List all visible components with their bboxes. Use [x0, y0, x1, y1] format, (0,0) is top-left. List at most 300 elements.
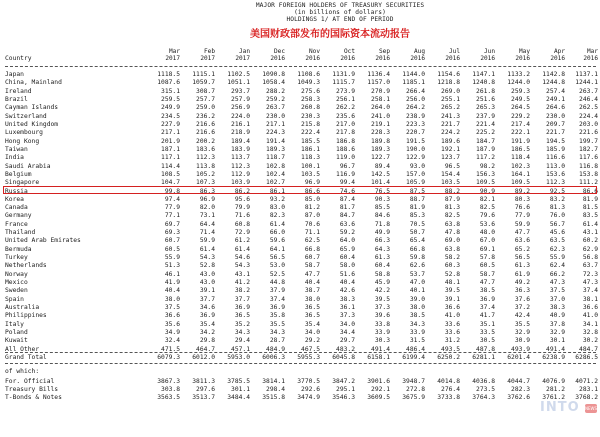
- table-cell: 87.5: [409, 187, 425, 195]
- column-month: Apr: [553, 48, 565, 55]
- table-cell: 76.5: [374, 187, 390, 195]
- table-cell: 215.8: [301, 120, 320, 128]
- table-cell: 282.3: [511, 385, 530, 393]
- table-cell: 77.1: [164, 212, 180, 220]
- table-cell: 1240.8: [472, 79, 495, 87]
- table-cell: 1185.1: [402, 79, 425, 87]
- table-cell: 30.9: [514, 337, 530, 345]
- table-cell: 61.4: [199, 245, 215, 253]
- table-cell: 6199.4: [402, 353, 425, 361]
- table-cell: 37.7: [199, 295, 215, 303]
- table-cell: 264.0: [371, 104, 390, 112]
- table-cell: 153.6: [546, 170, 565, 178]
- table-cell: 118.7: [266, 154, 285, 162]
- table-cell: 87.9: [444, 195, 460, 203]
- table-cell: 33.5: [479, 328, 495, 336]
- table-cell: 70.6: [304, 220, 320, 228]
- table-cell: 109.5: [476, 179, 495, 187]
- table-cell: 37.9: [269, 287, 285, 295]
- table-cell: 92.5: [549, 187, 565, 195]
- watermark: INTO: [540, 400, 580, 415]
- table-cell: 38.7: [304, 287, 320, 295]
- table-cell: 99.4: [339, 179, 355, 187]
- table-cell: 56.8: [582, 254, 598, 261]
- table-cell: 43.1: [234, 270, 250, 278]
- table-cell: 3847.2: [332, 377, 355, 385]
- table-cell: 31.5: [409, 337, 425, 345]
- column-year: 2017: [235, 55, 250, 62]
- table-cell: 483.2: [336, 345, 355, 353]
- table-cell: 36.9: [269, 304, 285, 311]
- country-name: Brazil: [5, 96, 28, 103]
- table-cell: 37.3: [374, 304, 390, 311]
- table-cell: 72.3: [582, 270, 598, 278]
- table-cell: 45.6: [549, 229, 565, 237]
- table-cell: 1144.0: [402, 71, 425, 78]
- table-cell: 265.2: [441, 104, 460, 112]
- table-cell: 64.4: [199, 220, 215, 228]
- table-cell: 52.8: [199, 262, 215, 270]
- of-which-label: of which:: [5, 368, 40, 376]
- table-cell: 71.1: [304, 229, 320, 237]
- table-cell: 34.1: [582, 320, 598, 328]
- table-cell: 39.1: [444, 295, 460, 303]
- table-cell: 98.2: [479, 162, 495, 170]
- column-year: 2016: [375, 55, 390, 62]
- table-cell: 28.7: [269, 337, 285, 345]
- table-cell: 117.2: [476, 154, 495, 162]
- table-cell: 40.4: [164, 287, 180, 295]
- table-cell: 237.9: [476, 112, 495, 120]
- country-column-header: Country: [5, 55, 32, 62]
- report-period: HOLDINGS 1/ AT END OF PERIOD: [286, 16, 394, 23]
- table-cell: 35.6: [164, 320, 180, 328]
- table-cell: 60.5: [479, 262, 495, 270]
- table-cell: 41.9: [164, 279, 180, 286]
- column-month: Jan: [238, 48, 250, 55]
- table-cell: 47.3: [549, 279, 565, 286]
- table-cell: 484.7: [579, 345, 598, 353]
- table-cell: 257.7: [196, 96, 215, 103]
- table-cell: 69.0: [444, 237, 460, 245]
- table-cell: 30.5: [479, 337, 495, 345]
- country-name: United Kingdom: [5, 120, 59, 128]
- table-cell: 101.4: [371, 179, 390, 187]
- column-header: [280, 48, 320, 62]
- table-cell: 37.4: [582, 287, 598, 295]
- table-cell: 66.8: [304, 245, 320, 253]
- table-cell: 59.6: [269, 237, 285, 245]
- table-cell: 35.4: [199, 320, 215, 328]
- country-name: T-Bonds & Notes: [5, 394, 62, 402]
- table-cell: 249.9: [161, 104, 180, 112]
- table-cell: 65.9: [339, 245, 355, 253]
- table-cell: 191.9: [511, 137, 530, 145]
- table-cell: 61.3: [514, 262, 530, 270]
- table-cell: 32.8: [582, 328, 598, 336]
- table-cell: 93.2: [269, 195, 285, 203]
- table-cell: 82.3: [269, 212, 285, 220]
- country-name: Saudi Arabia: [5, 162, 51, 170]
- table-cell: 53.0: [269, 262, 285, 270]
- table-cell: 116.6: [546, 154, 565, 162]
- table-cell: 467.5: [301, 345, 320, 353]
- table-cell: 39.6: [374, 312, 390, 320]
- table-cell: 6201.4: [507, 353, 530, 361]
- table-cell: 81.2: [304, 204, 320, 212]
- table-cell: 63.8: [444, 245, 460, 253]
- table-cell: 71.6: [234, 212, 250, 220]
- table-cell: 241.0: [371, 112, 390, 120]
- country-name: Korea: [5, 195, 24, 203]
- column-month: Aug: [413, 48, 425, 55]
- table-cell: 157.0: [406, 170, 425, 178]
- table-cell: 255.1: [441, 96, 460, 103]
- table-cell: 35.5: [269, 320, 285, 328]
- country-name: Spain: [5, 295, 24, 303]
- country-name: China, Mainland: [5, 79, 62, 87]
- table-cell: 258.1: [371, 96, 390, 103]
- table-cell: 114.4: [161, 162, 180, 170]
- table-cell: 298.4: [266, 385, 285, 393]
- table-cell: 47.7: [479, 279, 495, 286]
- table-cell: 201.9: [161, 137, 180, 145]
- table-cell: 315.1: [161, 87, 180, 95]
- table-cell: 83.2: [549, 195, 565, 203]
- table-cell: 42.6: [339, 287, 355, 295]
- table-cell: 36.6: [444, 304, 460, 311]
- report-units: (in billions of dollars): [294, 9, 386, 16]
- country-name: Sweden: [5, 287, 28, 295]
- country-name: France: [5, 220, 28, 228]
- table-cell: 79.9: [234, 204, 250, 212]
- table-cell: 1136.4: [367, 71, 390, 78]
- table-cell: 34.4: [339, 328, 355, 336]
- table-cell: 491.4: [546, 345, 565, 353]
- table-cell: 257.9: [231, 96, 250, 103]
- table-cell: 44.8: [269, 279, 285, 286]
- table-cell: 5955.3: [297, 353, 320, 361]
- table-cell: 43.0: [199, 279, 215, 286]
- table-cell: 69.7: [164, 220, 180, 228]
- country-name: Ireland: [5, 87, 32, 95]
- table-cell: 85.0: [304, 195, 320, 203]
- table-cell: 194.5: [546, 137, 565, 145]
- table-cell: 1087.6: [157, 79, 180, 87]
- table-cell: 31.2: [444, 337, 460, 345]
- table-cell: 6158.1: [367, 353, 390, 361]
- table-cell: 81.3: [444, 204, 460, 212]
- table-cell: 36.3: [514, 287, 530, 295]
- table-cell: 3733.8: [437, 394, 460, 402]
- table-cell: 45.9: [374, 279, 390, 286]
- table-cell: 89.4: [374, 162, 390, 170]
- table-cell: 88.2: [444, 187, 460, 195]
- table-cell: 3675.9: [402, 394, 425, 402]
- table-cell: 270.9: [371, 87, 390, 95]
- table-cell: 59.9: [514, 220, 530, 228]
- table-cell: 36.5: [234, 312, 250, 320]
- table-cell: 37.3: [339, 312, 355, 320]
- table-cell: 39.5: [444, 287, 460, 295]
- table-cell: 3515.8: [262, 394, 285, 402]
- table-cell: 85.3: [409, 212, 425, 220]
- table-cell: 262.2: [336, 104, 355, 112]
- table-cell: 119.0: [336, 154, 355, 162]
- country-name: Russia: [5, 187, 28, 195]
- table-cell: 49.9: [374, 229, 390, 237]
- table-cell: 230.0: [266, 112, 285, 120]
- table-cell: 263.7: [266, 104, 285, 112]
- table-cell: 99.8: [164, 187, 180, 195]
- table-cell: 56.7: [549, 220, 565, 228]
- country-name: Hong Kong: [5, 137, 40, 145]
- column-header: [350, 48, 390, 62]
- column-year: 2016: [445, 55, 460, 62]
- table-cell: 34.0: [304, 328, 320, 336]
- table-cell: 293.7: [231, 87, 250, 95]
- table-cell: 60.3: [444, 262, 460, 270]
- table-cell: 224.4: [579, 112, 598, 120]
- table-cell: 76.0: [549, 212, 565, 220]
- table-cell: 4071.2: [575, 377, 598, 385]
- table-cell: 63.8: [444, 220, 460, 228]
- column-month: Jul: [448, 48, 460, 55]
- table-cell: 41.0: [444, 312, 460, 320]
- table-cell: 118.3: [301, 154, 320, 162]
- column-year: 2016: [270, 55, 285, 62]
- table-cell: 1108.6: [297, 71, 320, 78]
- table-cell: 272.8: [406, 385, 425, 393]
- table-cell: 41.0: [582, 312, 598, 320]
- table-cell: 186.1: [301, 145, 320, 153]
- table-cell: 1244.1: [575, 79, 598, 87]
- table-cell: 288.2: [266, 87, 285, 95]
- table-cell: 36.5: [304, 312, 320, 320]
- table-cell: 249.1: [546, 96, 565, 103]
- table-cell: 32.9: [549, 328, 565, 336]
- table-cell: 224.0: [231, 112, 250, 120]
- table-cell: 265.3: [476, 104, 495, 112]
- table-cell: 189.4: [231, 137, 250, 145]
- table-cell: 60.4: [339, 254, 355, 261]
- table-cell: 112.9: [231, 170, 250, 178]
- country-name: Treasury Bills: [5, 385, 59, 393]
- table-cell: 229.2: [511, 112, 530, 120]
- table-cell: 217.8: [336, 129, 355, 137]
- table-cell: 34.3: [269, 328, 285, 336]
- column-month: Oct: [343, 48, 355, 55]
- table-cell: 34.0: [339, 320, 355, 328]
- table-cell: 1049.3: [297, 79, 320, 87]
- table-cell: 191.4: [266, 137, 285, 145]
- table-cell: 80.3: [514, 195, 530, 203]
- table-cell: 6045.8: [332, 353, 355, 361]
- table-cell: 220.7: [406, 129, 425, 137]
- table-cell: 77.9: [164, 204, 180, 212]
- table-cell: 275.6: [301, 87, 320, 95]
- table-cell: 61.4: [234, 245, 250, 253]
- table-cell: 103.5: [441, 179, 460, 187]
- table-cell: 217.1: [266, 120, 285, 128]
- table-cell: 82.0: [199, 204, 215, 212]
- table-cell: 3474.9: [297, 394, 320, 402]
- table-cell: 191.5: [406, 137, 425, 145]
- russia-highlight-box: [3, 186, 597, 194]
- table-cell: 266.4: [406, 87, 425, 95]
- table-cell: 203.0: [579, 120, 598, 128]
- table-cell: 97.4: [164, 195, 180, 203]
- table-cell: 221.7: [441, 120, 460, 128]
- table-cell: 90.9: [479, 187, 495, 195]
- column-year: 2016: [583, 55, 598, 62]
- table-cell: 82.1: [479, 195, 495, 203]
- table-cell: 1133.2: [507, 71, 530, 78]
- table-cell: 263.7: [579, 87, 598, 95]
- table-cell: 58.2: [444, 254, 460, 261]
- table-cell: 35.1: [479, 320, 495, 328]
- table-cell: 238.9: [406, 112, 425, 120]
- table-cell: 235.6: [336, 112, 355, 120]
- table-cell: 303.8: [161, 385, 180, 393]
- table-cell: 102.8: [266, 162, 285, 170]
- table-cell: 52.8: [444, 270, 460, 278]
- table-cell: 186.8: [336, 137, 355, 145]
- table-cell: 102.4: [266, 170, 285, 178]
- column-year: 2016: [410, 55, 425, 62]
- table-cell: 259.0: [196, 104, 215, 112]
- table-cell: 188.6: [336, 145, 355, 153]
- table-cell: 218.9: [231, 129, 250, 137]
- table-cell: 39.1: [199, 287, 215, 295]
- watermark-badge: NEWS: [585, 406, 598, 411]
- table-cell: 56.5: [269, 254, 285, 261]
- table-cell: 234.5: [161, 112, 180, 120]
- table-cell: 63.5: [549, 237, 565, 245]
- column-header: [558, 48, 598, 62]
- table-cell: 46.1: [164, 270, 180, 278]
- table-cell: 61.4: [269, 220, 285, 228]
- table-cell: 57.8: [479, 254, 495, 261]
- table-cell: 77.9: [514, 212, 530, 220]
- country-name: India: [5, 154, 24, 162]
- table-cell: 35.2: [234, 320, 250, 328]
- table-cell: 6250.2: [437, 353, 460, 361]
- table-cell: 103.5: [301, 170, 320, 178]
- table-cell: 6079.3: [157, 353, 180, 361]
- table-cell: 82.5: [479, 204, 495, 212]
- table-cell: 47.7: [304, 270, 320, 278]
- header-rule: [5, 66, 596, 67]
- table-cell: 60.5: [164, 245, 180, 253]
- table-cell: 30.3: [374, 337, 390, 345]
- table-cell: 38.1: [582, 295, 598, 303]
- table-cell: 221.7: [546, 129, 565, 137]
- table-cell: 273.9: [336, 87, 355, 95]
- table-cell: 62.6: [409, 262, 425, 270]
- table-cell: 37.6: [514, 295, 530, 303]
- country-name: Canada: [5, 204, 28, 212]
- table-cell: 93.0: [409, 162, 425, 170]
- table-cell: 35.5: [514, 320, 530, 328]
- table-cell: 104.7: [161, 179, 180, 187]
- table-cell: 3546.3: [332, 394, 355, 402]
- table-cell: 29.4: [234, 337, 250, 345]
- table-cell: 40.9: [549, 312, 565, 320]
- table-cell: 1118.5: [157, 71, 180, 78]
- table-cell: 230.3: [301, 112, 320, 120]
- table-cell: 66.0: [269, 229, 285, 237]
- column-header: [490, 48, 530, 62]
- table-cell: 186.5: [511, 145, 530, 153]
- table-cell: 241.3: [441, 112, 460, 120]
- table-cell: 83.5: [582, 212, 598, 220]
- table-cell: 49.2: [514, 279, 530, 286]
- table-cell: 1102.5: [227, 71, 250, 78]
- table-cell: 164.1: [511, 170, 530, 178]
- column-year: 2016: [515, 55, 530, 62]
- table-cell: 79.6: [479, 212, 495, 220]
- table-cell: 36.9: [479, 295, 495, 303]
- table-cell: 185.9: [546, 145, 565, 153]
- table-cell: 116.8: [579, 162, 598, 170]
- table-cell: 4076.9: [542, 377, 565, 385]
- table-cell: 81.5: [582, 204, 598, 212]
- table-cell: 224.2: [441, 129, 460, 137]
- table-cell: 308.7: [196, 87, 215, 95]
- table-cell: 3764.3: [472, 394, 495, 402]
- table-cell: 189.3: [371, 145, 390, 153]
- table-cell: 3867.3: [157, 377, 180, 385]
- table-cell: 38.0: [304, 295, 320, 303]
- table-cell: 185.5: [301, 137, 320, 145]
- table-cell: 83.0: [269, 204, 285, 212]
- table-cell: 190.0: [406, 145, 425, 153]
- chinese-caption: 美国财政部发布的国际资本流动报告: [250, 29, 410, 40]
- table-cell: 264.2: [406, 104, 425, 112]
- table-cell: 1051.1: [227, 79, 250, 87]
- table-cell: 216.6: [196, 120, 215, 128]
- table-cell: 264.5: [511, 104, 530, 112]
- table-cell: 1137.1: [575, 71, 598, 78]
- table-cell: 86.1: [269, 187, 285, 195]
- table-cell: 295.1: [336, 385, 355, 393]
- column-header: [315, 48, 355, 62]
- table-cell: 187.1: [161, 145, 180, 153]
- table-cell: 58.8: [374, 270, 390, 278]
- table-cell: 47.7: [514, 229, 530, 237]
- table-cell: 493.9: [511, 345, 530, 353]
- table-cell: 187.9: [476, 145, 495, 153]
- table-cell: 61.9: [514, 270, 530, 278]
- table-cell: 55.9: [549, 254, 565, 261]
- table-cell: 62.9: [582, 245, 598, 253]
- table-cell: 153.8: [579, 170, 598, 178]
- table-cell: 29.8: [199, 337, 215, 345]
- table-cell: 30.1: [549, 337, 565, 345]
- table-cell: 221.4: [476, 120, 495, 128]
- table-cell: 62.4: [549, 262, 565, 270]
- column-header: [455, 48, 495, 62]
- table-cell: 230.0: [546, 112, 565, 120]
- table-cell: 301.1: [231, 385, 250, 393]
- country-name: Bermuda: [5, 245, 32, 253]
- table-cell: 1058.4: [262, 79, 285, 87]
- table-cell: 41.7: [479, 312, 495, 320]
- table-cell: 89.2: [514, 187, 530, 195]
- table-cell: 117.1: [161, 154, 180, 162]
- table-cell: 40.4: [304, 279, 320, 286]
